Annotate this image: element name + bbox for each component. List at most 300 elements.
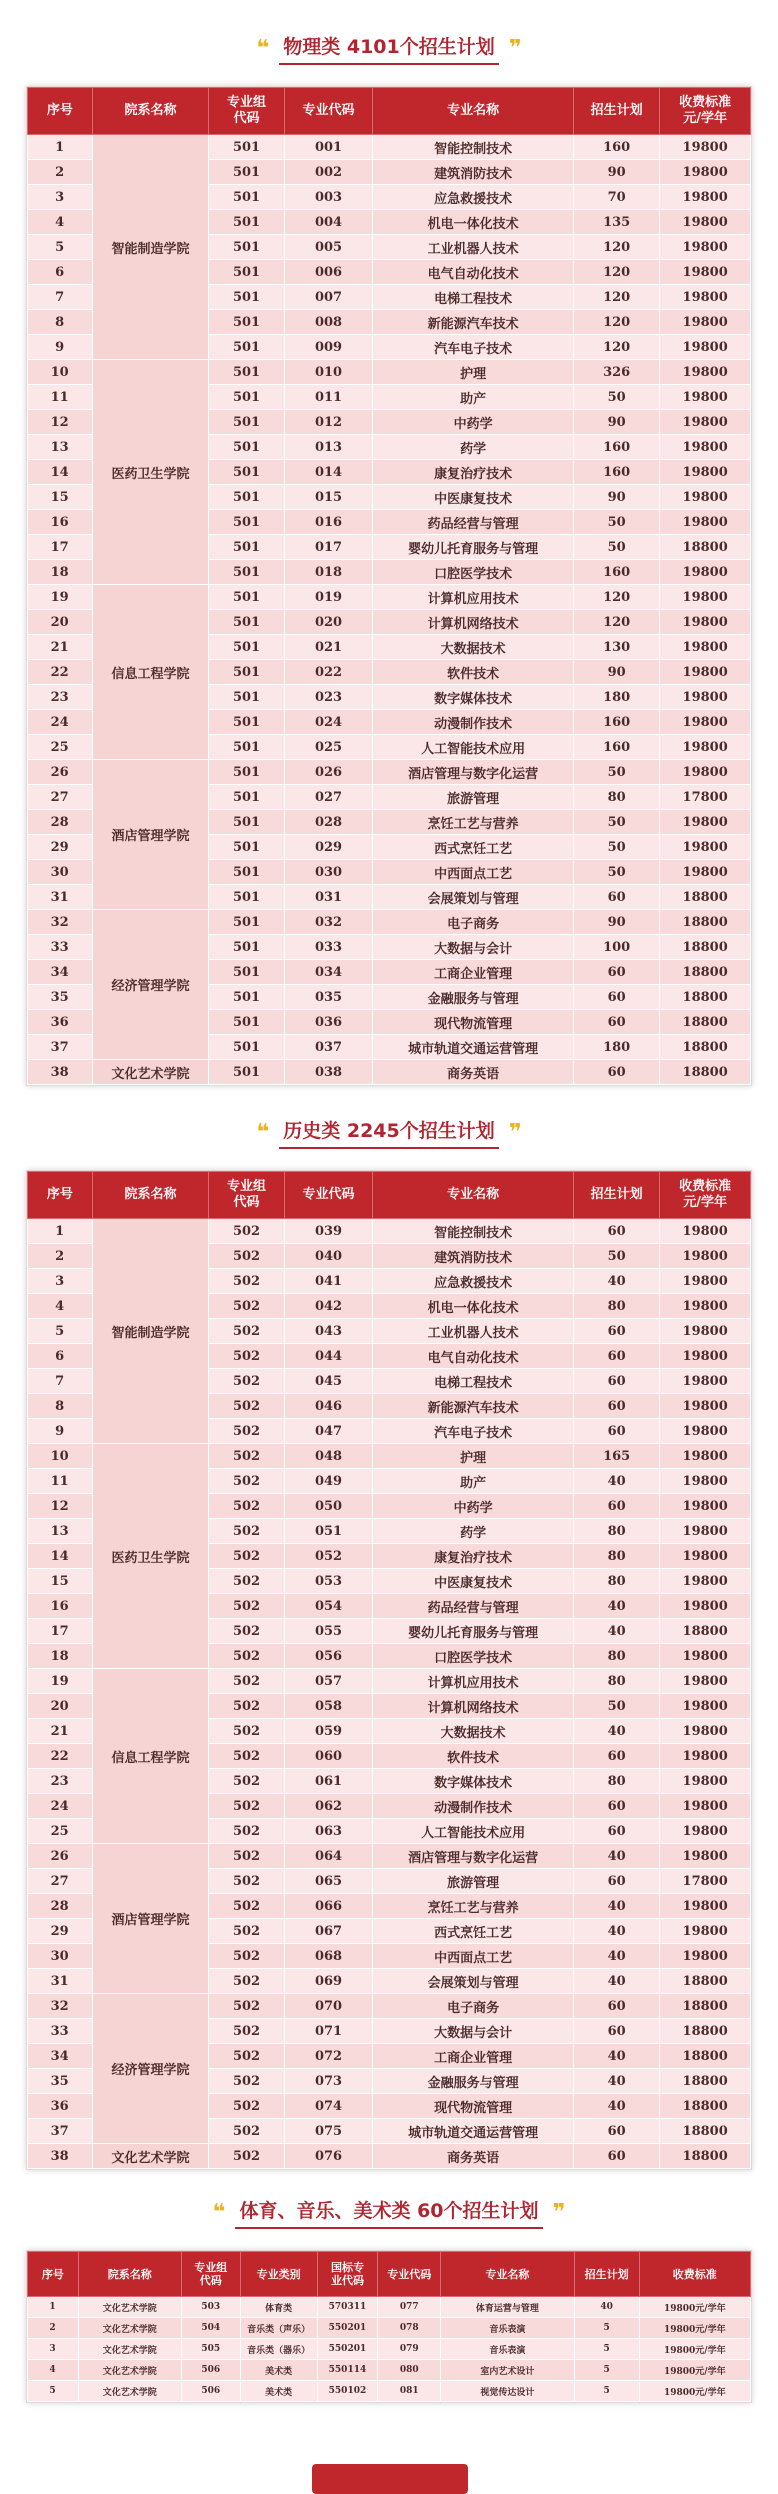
column-header-label: 序号 [46,1187,73,1202]
table-cell: 60 [573,1494,659,1519]
column-header-label: 专业名称 [485,2267,530,2281]
table-cell: 071 [284,2019,372,2044]
table-cell: 22 [28,660,93,685]
table-cell: 助产 [373,1469,574,1494]
table-cell: 19800 [660,1844,751,1869]
table-cell: 501 [209,735,285,760]
table-header-row [28,88,751,135]
table-cell: 501 [209,1060,285,1085]
column-header-label: 收费标准 [679,95,732,110]
table-cell: 501 [209,385,285,410]
table-cell: 5 [574,2381,639,2402]
table-cell: 19800 [660,810,751,835]
table-cell: 80 [573,1519,659,1544]
column-header-label: 专业代码 [302,103,355,118]
table-cell: 501 [209,910,285,935]
table-cell: 19800 [660,1369,751,1394]
column-header-label: 国标专 [330,2261,364,2274]
table-cell: 90 [573,660,659,685]
table-cell: 040 [284,1244,372,1269]
table-cell: 35 [28,985,93,1010]
table-cell: 50 [573,1694,659,1719]
table-cell: 18800 [660,910,751,935]
table-cell: 042 [284,1294,372,1319]
table-cell: 美术类 [240,2381,317,2402]
table-cell: 18800 [660,1035,751,1060]
table-cell: 13 [28,435,93,460]
table-row [28,585,751,610]
table-cell: 502 [209,1569,285,1594]
table-cell: 19800 [660,185,751,210]
table-cell: 动漫制作技术 [373,1794,574,1819]
table-cell: 12 [28,410,93,435]
table-cell: 160 [573,735,659,760]
table-cell: 19800 [660,760,751,785]
table-cell: 90 [573,910,659,935]
column-header [573,1172,659,1219]
table-cell: 19800 [660,1544,751,1569]
table-cell: 现代物流管理 [373,1010,574,1035]
table-cell: 501 [209,985,285,1010]
table-cell: 2 [28,1244,93,1269]
table-cell: 6 [28,260,93,285]
table-cell: 039 [284,1219,372,1244]
table-cell: 070 [284,1994,372,2019]
table-cell: 电子商务 [373,1994,574,2019]
table-cell: 501 [209,585,285,610]
table-cell: 34 [28,2044,93,2069]
table-cell: 21 [28,1719,93,1744]
table-cell: 063 [284,1819,372,1844]
table-cell: 075 [284,2119,372,2144]
table-cell: 19800 [660,1569,751,1594]
table-cell: 5 [28,2381,79,2402]
table-cell: 064 [284,1844,372,1869]
table-cell: 550201 [317,2339,378,2360]
table-cell: 044 [284,1344,372,1369]
table-cell: 60 [573,985,659,1010]
table-cell: 1 [28,135,93,160]
table-cell: 酒店管理与数字化运营 [373,1844,574,1869]
column-header-label: 专业名称 [447,1187,500,1202]
table-cell: 60 [573,960,659,985]
table-cell: 90 [573,160,659,185]
table-cell: 165 [573,1444,659,1469]
table-cell: 50 [573,1244,659,1269]
table-cell: 27 [28,1869,93,1894]
college-cell: 酒店管理学院 [92,760,209,910]
column-header [92,88,209,135]
table-cell: 护理 [373,1444,574,1469]
table-cell: 新能源汽车技术 [373,310,574,335]
table-cell: 38 [28,1060,93,1085]
table-cell: 19800元/学年 [639,2318,750,2339]
column-header-label: 专业代码 [302,1187,355,1202]
table-cell: 新能源汽车技术 [373,1394,574,1419]
table-cell: 18800 [660,885,751,910]
table-cell: 电气自动化技术 [373,260,574,285]
table-cell: 37 [28,1035,93,1060]
table-cell: 067 [284,1919,372,1944]
table-cell: 应急救援技术 [373,185,574,210]
table-cell: 076 [284,2144,372,2169]
table-cell: 17 [28,535,93,560]
table-cell: 60 [573,1060,659,1085]
table-row [28,2297,751,2318]
table-cell: 药品经营与管理 [373,1594,574,1619]
table-cell: 19800 [660,510,751,535]
table-cell: 商务英语 [373,1060,574,1085]
table-cell: 40 [573,1594,659,1619]
quote-open-icon: ❝ [256,1120,270,1145]
table-cell: 机电一体化技术 [373,1294,574,1319]
table-cell: 502 [209,1769,285,1794]
table-cell: 501 [209,610,285,635]
table-cell: 502 [209,1594,285,1619]
table-cell: 大数据技术 [373,1719,574,1744]
table-cell: 80 [573,1769,659,1794]
table-cell: 烹饪工艺与营养 [373,810,574,835]
table-cell: 18800 [660,1010,751,1035]
table-cell: 502 [209,1419,285,1444]
table-cell: 14 [28,1544,93,1569]
table-cell: 009 [284,335,372,360]
table-cell: 052 [284,1544,372,1569]
table-cell: 12 [28,1494,93,1519]
table-cell: 054 [284,1594,372,1619]
table-row [28,360,751,385]
table-cell: 6 [28,1344,93,1369]
table-cell: 60 [573,1319,659,1344]
arts-table-card [26,2250,752,2403]
table-cell: 药学 [373,435,574,460]
table-cell: 40 [574,2297,639,2318]
column-header [317,2252,378,2297]
section-title-history [0,1116,778,1149]
table-row [28,135,751,160]
table-cell: 19800 [660,1294,751,1319]
table-cell: 中药学 [373,410,574,435]
table-cell: 18800 [660,1969,751,1994]
table-cell: 19800 [660,1819,751,1844]
table-cell: 502 [209,1494,285,1519]
table-cell: 19800 [660,1519,751,1544]
table-cell: 19800 [660,1944,751,1969]
table-cell: 570311 [317,2297,378,2318]
table-cell: 326 [573,360,659,385]
column-header [92,1172,209,1219]
table-cell: 17800 [660,1869,751,1894]
table-cell: 工业机器人技术 [373,235,574,260]
table-cell: 40 [573,1919,659,1944]
table-cell: 34 [28,960,93,985]
table-cell: 501 [209,660,285,685]
table-row [28,760,751,785]
footer-tab [312,2464,468,2494]
table-cell: 18800 [660,2069,751,2094]
table-cell: 501 [209,785,285,810]
table-cell: 60 [573,1794,659,1819]
section-title-arts [0,2196,778,2229]
table-cell: 502 [209,2019,285,2044]
table-cell: 065 [284,1869,372,1894]
table-cell: 077 [378,2297,441,2318]
column-header [639,2252,750,2297]
college-cell: 医药卫生学院 [92,1444,209,1669]
table-cell: 501 [209,210,285,235]
arts-table [27,2251,751,2402]
table-cell: 8 [28,1394,93,1419]
table-cell: 501 [209,935,285,960]
table-cell: 032 [284,910,372,935]
table-cell: 计算机网络技术 [373,1694,574,1719]
column-header-label: 专业组 [227,1179,267,1194]
table-cell: 550114 [317,2360,378,2381]
table-cell: 40 [573,2044,659,2069]
table-cell: 021 [284,635,372,660]
table-cell: 19800 [660,285,751,310]
table-cell: 工商企业管理 [373,960,574,985]
table-cell: 160 [573,710,659,735]
table-cell: 1 [28,1219,93,1244]
table-cell: 60 [573,1394,659,1419]
physics-table [27,87,751,1085]
table-cell: 30 [28,860,93,885]
table-cell: 501 [209,460,285,485]
table-cell: 文化艺术学院 [78,2297,181,2318]
table-cell: 501 [209,135,285,160]
table-row [28,2339,751,2360]
table-cell: 036 [284,1010,372,1035]
column-header [28,2252,79,2297]
table-cell: 502 [209,1519,285,1544]
table-cell: 503 [181,2297,240,2318]
table-cell: 19800 [660,1594,751,1619]
table-cell: 19800 [660,585,751,610]
table-cell: 15 [28,1569,93,1594]
table-cell: 文化艺术学院 [78,2339,181,2360]
table-cell: 2 [28,160,93,185]
table-cell: 19800 [660,310,751,335]
table-cell: 5 [574,2360,639,2381]
table-cell: 4 [28,2360,79,2381]
table-cell: 501 [209,510,285,535]
table-cell: 501 [209,710,285,735]
table-cell: 502 [209,1219,285,1244]
table-cell: 501 [209,1010,285,1035]
table-cell: 5 [28,1319,93,1344]
table-cell: 19800 [660,360,751,385]
table-cell: 502 [209,1944,285,1969]
table-cell: 40 [573,1969,659,1994]
table-cell: 36 [28,2094,93,2119]
table-cell: 9 [28,335,93,360]
table-cell: 16 [28,510,93,535]
table-cell: 80 [573,1544,659,1569]
column-header-label: 招生计划 [590,1187,643,1202]
table-cell: 24 [28,1794,93,1819]
table-cell: 502 [209,1344,285,1369]
table-cell: 14 [28,460,93,485]
table-cell: 动漫制作技术 [373,710,574,735]
table-row [28,1669,751,1694]
table-cell: 50 [573,835,659,860]
table-cell: 501 [209,885,285,910]
table-cell: 金融服务与管理 [373,985,574,1010]
table-cell: 5 [574,2318,639,2339]
table-cell: 体育运营与管理 [441,2297,575,2318]
table-cell: 18800 [660,2019,751,2044]
table-cell: 3 [28,1269,93,1294]
table-cell: 19800 [660,685,751,710]
table-cell: 19800元/学年 [639,2339,750,2360]
table-cell: 数字媒体技术 [373,1769,574,1794]
table-cell: 康复治疗技术 [373,1544,574,1569]
table-cell: 大数据技术 [373,635,574,660]
table-cell: 9 [28,1419,93,1444]
table-cell: 体育类 [240,2297,317,2318]
table-header-row [28,1172,751,1219]
table-cell: 038 [284,1060,372,1085]
table-cell: 19800 [660,1244,751,1269]
table-cell: 19800 [660,1469,751,1494]
table-cell: 003 [284,185,372,210]
table-cell: 60 [573,2019,659,2044]
table-cell: 40 [573,1719,659,1744]
table-cell: 60 [573,1219,659,1244]
table-cell: 016 [284,510,372,535]
table-cell: 120 [573,335,659,360]
table-cell: 501 [209,1035,285,1060]
table-cell: 19800 [660,410,751,435]
table-cell: 护理 [373,360,574,385]
table-cell: 19800 [660,635,751,660]
table-cell: 18800 [660,1994,751,2019]
table-cell: 城市轨道交通运营管理 [373,1035,574,1060]
table-cell: 504 [181,2318,240,2339]
table-cell: 80 [573,785,659,810]
table-cell: 80 [573,1669,659,1694]
column-header [441,2252,575,2297]
quote-close-icon: ❞ [508,1120,522,1145]
table-cell: 40 [573,1944,659,1969]
table-cell: 051 [284,1519,372,1544]
table-row [28,2381,751,2402]
table-cell: 19800元/学年 [639,2381,750,2402]
table-cell: 19800 [660,735,751,760]
table-cell: 90 [573,485,659,510]
table-cell: 药学 [373,1519,574,1544]
table-cell: 19800 [660,1894,751,1919]
table-cell: 501 [209,310,285,335]
table-cell: 501 [209,835,285,860]
table-cell: 汽车电子技术 [373,335,574,360]
table-cell: 19800 [660,1794,751,1819]
college-cell: 智能制造学院 [92,1219,209,1444]
table-cell: 012 [284,410,372,435]
college-cell: 经济管理学院 [92,910,209,1060]
college-cell: 经济管理学院 [92,1994,209,2144]
table-cell: 008 [284,310,372,335]
table-cell: 20 [28,1694,93,1719]
column-header-label: 院系名称 [107,2267,152,2281]
table-cell: 19800 [660,1319,751,1344]
table-cell: 康复治疗技术 [373,460,574,485]
section-title-text: 历史类 2245个招生计划 [279,1116,499,1149]
table-cell: 19800 [660,210,751,235]
table-cell: 18800 [660,2044,751,2069]
table-cell: 40 [573,1894,659,1919]
table-cell: 电子商务 [373,910,574,935]
table-cell: 501 [209,360,285,385]
column-header-label: 代码 [233,1195,260,1210]
table-cell: 026 [284,760,372,785]
table-row [28,2360,751,2381]
table-cell: 130 [573,635,659,660]
table-cell: 40 [573,1269,659,1294]
table-cell: 机电一体化技术 [373,210,574,235]
table-cell: 19800元/学年 [639,2297,750,2318]
table-cell: 006 [284,260,372,285]
table-row [28,1444,751,1469]
table-cell: 014 [284,460,372,485]
table-cell: 062 [284,1794,372,1819]
table-cell: 酒店管理与数字化运营 [373,760,574,785]
table-cell: 90 [573,410,659,435]
column-header [240,2252,317,2297]
table-cell: 501 [209,235,285,260]
table-cell: 160 [573,435,659,460]
table-cell: 18800 [660,1060,751,1085]
table-cell: 计算机应用技术 [373,585,574,610]
table-cell: 501 [209,160,285,185]
table-cell: 药品经营与管理 [373,510,574,535]
table-cell: 60 [573,1369,659,1394]
table-cell: 会展策划与管理 [373,1969,574,1994]
table-cell: 160 [573,135,659,160]
table-cell: 19800 [660,860,751,885]
table-cell: 058 [284,1694,372,1719]
table-cell: 电梯工程技术 [373,1369,574,1394]
column-header-label: 代码 [199,2274,222,2287]
table-cell: 8 [28,310,93,335]
column-header [181,2252,240,2297]
table-cell: 502 [209,1469,285,1494]
table-cell: 2 [28,2318,79,2339]
table-cell: 西式烹饪工艺 [373,1919,574,1944]
column-header-label: 专业名称 [447,103,500,118]
table-cell: 50 [573,860,659,885]
table-cell: 50 [573,385,659,410]
table-cell: 31 [28,1969,93,1994]
table-cell: 033 [284,935,372,960]
column-header-label: 院系名称 [124,1187,177,1202]
table-cell: 37 [28,2119,93,2144]
table-cell: 人工智能技术应用 [373,735,574,760]
table-cell: 中西面点工艺 [373,1944,574,1969]
table-cell: 501 [209,685,285,710]
table-cell: 502 [209,1744,285,1769]
table-cell: 19800 [660,335,751,360]
college-cell: 智能制造学院 [92,135,209,360]
table-cell: 19800 [660,1394,751,1419]
table-cell: 工业机器人技术 [373,1319,574,1344]
table-cell: 60 [573,2119,659,2144]
table-cell: 助产 [373,385,574,410]
table-cell: 004 [284,210,372,235]
table-cell: 32 [28,910,93,935]
table-cell: 40 [573,1619,659,1644]
